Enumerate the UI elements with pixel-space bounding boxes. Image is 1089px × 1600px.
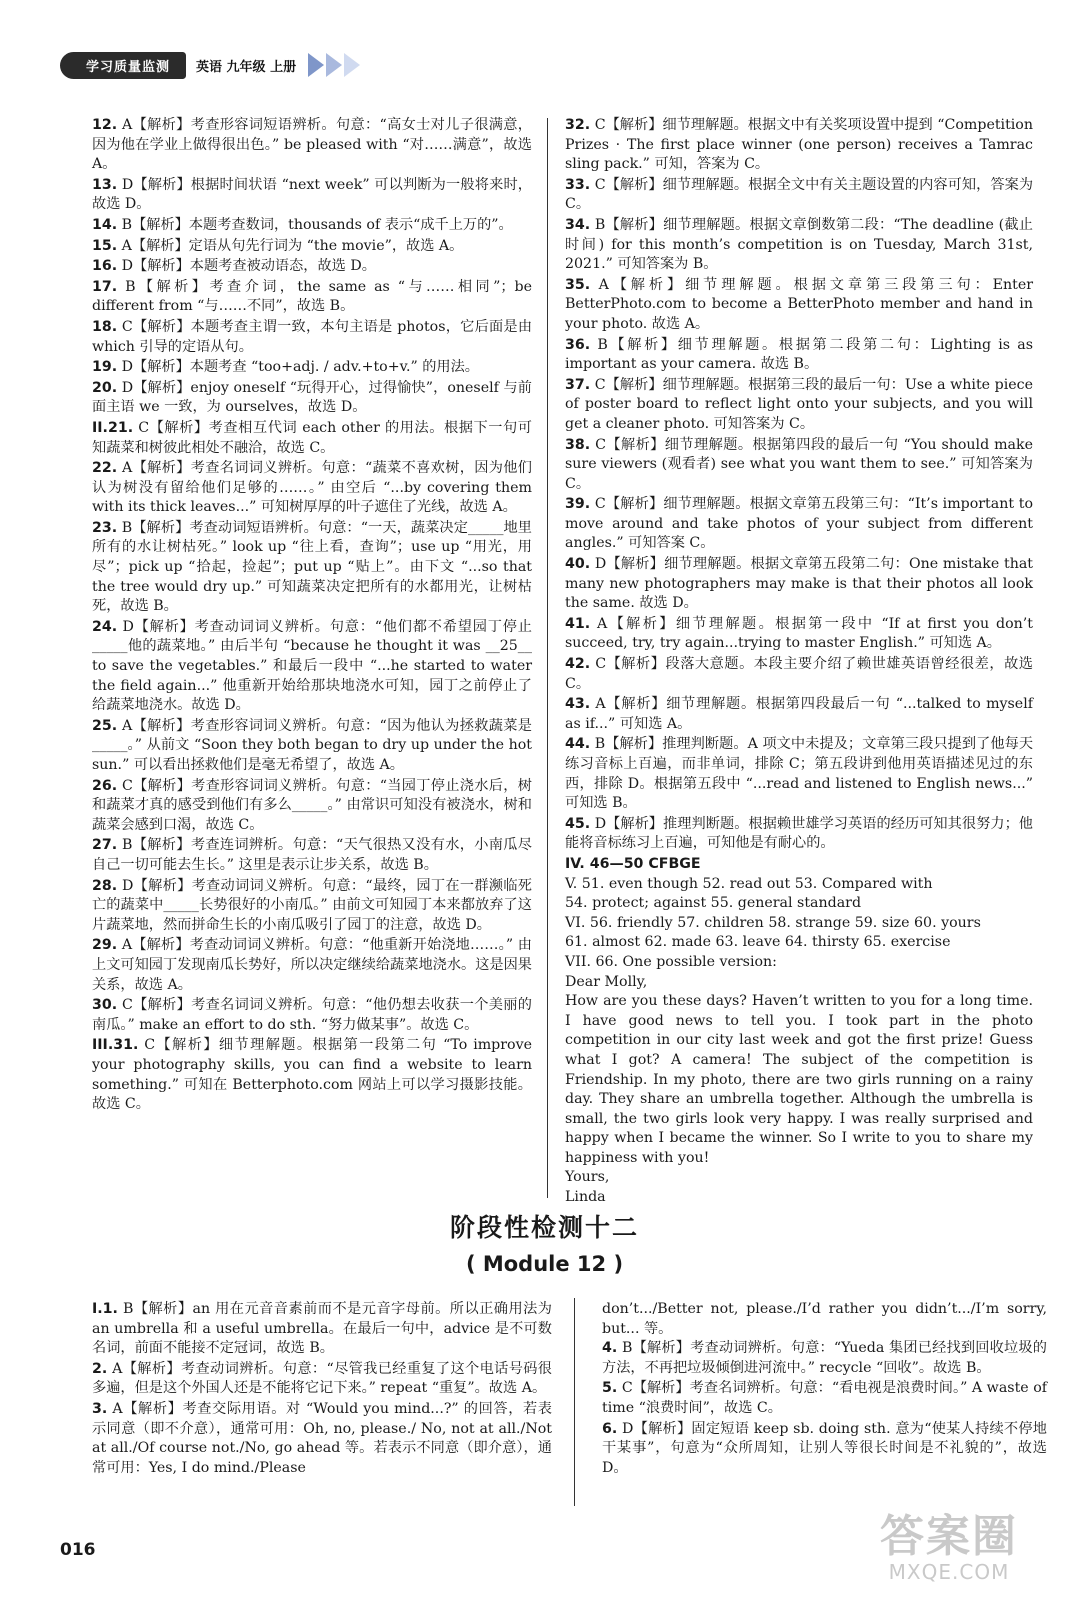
answer-item <box>92 996 532 1035</box>
answer-number: I.1. <box>92 1301 118 1317</box>
answer-text: B【解析】考查动词短语辨析。句意：“一天，蔬菜决定_____地里所有的水让树枯死。” look up “往上看，查询”；use up “用光，用尽”；pick up “拾起，捡起”；put up “贴上”。由下文 “...so that the tree would dry up.” 可知蔬菜决定把所有的水都用光，让树枯死，故选 B。 <box>92 519 532 615</box>
answer-number: 40. <box>565 556 591 573</box>
answer-text: B【解析】本题考查数词，thousands of 表示“成千上万的”。 <box>121 216 513 233</box>
answer-number: 45. <box>565 815 591 832</box>
answer-number: 13. <box>92 176 118 193</box>
answer-item <box>565 436 1033 495</box>
answer-number: 26. <box>92 777 118 794</box>
answer-v1: V. 51. even though 52. read out 53. Compared with <box>565 875 933 892</box>
answer-item <box>92 358 532 378</box>
answer-item <box>92 877 532 936</box>
answer-item <box>92 278 532 317</box>
answer-item <box>92 116 532 175</box>
answer-number: 42. <box>565 656 591 673</box>
answer-item <box>92 379 532 418</box>
answer-item <box>92 216 532 236</box>
answer-number: 17. <box>92 278 118 295</box>
answer-vi1: VI. 56. friendly 57. children 58. strange 59. size 60. yours <box>565 914 981 931</box>
answer-text: D【解析】固定短语 keep sb. doing sth. 意为“使某人持续不停地干某事”，句意为“众所周知，让别人等很长时间是不礼貌的”，故选 D。 <box>602 1420 1047 1476</box>
answer-item <box>92 519 532 617</box>
answer-number: 30. <box>92 997 118 1014</box>
answer-text: D【解析】考查动词词义辨析。句意：“他们都不希望园丁停止_____他的蔬菜地。” 由后半句 “because he thought it was __25__ to save the vegetables.” 和最后一段中 “...he started to water the field again...” 他重新开始给那块地浇水可知，园丁之前停止了给蔬菜地浇水。故选 D。 <box>92 618 532 714</box>
answer-number: 15. <box>92 237 118 254</box>
answer-text: C【解析】细节理解题。根据第四段的最后一句 “You should make sure viewers (观看者) see what you want them to see.” 可知答案为 C。 <box>565 436 1033 492</box>
answer-number: 41. <box>565 615 591 632</box>
answer-number: II.21. <box>92 419 134 436</box>
section-title: 阶段性检测十二 <box>449 1213 639 1242</box>
answer-text: D【解析】考查动词词义辨析。句意：“最终，园丁在一群濒临死亡的蔬菜中_____长势很好的小南瓜。” 由前文可知园丁本来都放弃了这片蔬菜地，然而拼命生长的小南瓜吸引了园丁的注意，故选 D。 <box>92 877 532 933</box>
answer-number: 39. <box>565 496 591 513</box>
answer-number: 2. <box>92 1360 108 1377</box>
answer-number: 27. <box>92 837 118 854</box>
answer-number: 34. <box>565 216 591 233</box>
answer-number: 23. <box>92 519 118 536</box>
answer-number: 25. <box>92 717 118 734</box>
answer-text: A【解析】细节理解题。根据第一段中 “If at first you don’t succeed, try, try again...trying to master English.” 可知选 A。 <box>565 615 1033 652</box>
answer-number: 33. <box>565 176 591 193</box>
answer-text: C【解析】段落大意题。本段主要介绍了赖世雄英语曾经很差，故选 C。 <box>565 656 1033 692</box>
answer-item <box>565 735 1033 813</box>
answer-text: B【解析】考查介词，the same as “与……相同”；be different from “与……不同”，故选 B。 <box>92 278 532 315</box>
answer-text: A【解析】考查动词辨析。句意：“尽管我已经重复了这个电话号码很多遍，但是这个外国人还是不能将它记下来。” repeat “重复”。故选 A。 <box>92 1360 552 1397</box>
answer-text: C【解析】考查名词词义辨析。句意：“他仍想去收获一个美丽的南瓜。” make an effort to do sth. “努力做某事”。故选 C。 <box>92 997 532 1033</box>
answer-item <box>565 336 1033 375</box>
answer-item <box>92 459 532 518</box>
letter-greeting: Dear Molly, <box>565 973 648 990</box>
watermark-main: 答案圈 <box>880 1511 1018 1562</box>
answer-item <box>92 318 532 357</box>
watermark-sub: MXQE.COM <box>888 1560 1010 1584</box>
answer-text: D【解析】细节理解题。根据文章第五段第二句：One mistake that many new photographers may make is that their photos all look the same. 故选 D。 <box>565 556 1034 612</box>
answer-text: A【解析】细节理解题。根据第四段最后一句 “...talked to myself as if...” 可知选 A。 <box>565 696 1033 732</box>
answer-number: 36. <box>565 336 591 353</box>
answer-number: 3. <box>92 1400 108 1417</box>
answer-text: C【解析】细节理解题。根据第三段的最后一句：Use a white piece of poster board to reflect light onto your subjects, and you will get a cleaner photo. 可知答案为 C。 <box>565 376 1033 432</box>
answer-text: A【解析】细节理解题。根据文章第三段第三句：Enter BetterPhoto.com to become a BetterPhoto member and hand in your photo. 故选 A。 <box>565 276 1033 332</box>
watermark-logo <box>849 1500 1049 1584</box>
answer-number: 35. <box>565 276 591 293</box>
answer-item <box>565 176 1033 215</box>
answer-item <box>602 1420 1047 1479</box>
answer-vii: VII. 66. One possible version: <box>565 953 777 970</box>
answer-text: B【解析】推理判断题。A 项文中未提及；文章第三段只提到了他每天练习音标上百遍，而非单词，排除 C；第五段讲到他用英语描述见过的东西，排除 D。根据第五段中 “...read and listened to English news...” 可知选 B。 <box>565 736 1034 812</box>
page-number: 016 <box>60 1540 96 1560</box>
answer-number: 43. <box>565 696 591 713</box>
answer-text: C【解析】考查相互代词 each other 的用法。根据下一句可知蔬菜和树彼此相处不融洽，故选 C。 <box>92 419 532 456</box>
answer-item <box>92 1300 552 1359</box>
answer-text: D【解析】推理判断题。根据赖世雄学习英语的经历可知其很努力；他能将音标练习上百遍，可知他是有耐心的。 <box>565 815 1033 852</box>
answer-item <box>565 555 1033 614</box>
answer-item <box>92 257 532 277</box>
answer-text: D【解析】根据时间状语 “next week” 可以判断为一般将来时，故选 D。 <box>92 176 532 213</box>
answer-item <box>602 1379 1047 1418</box>
answer-number: 38. <box>565 436 591 453</box>
section-subtitle: ( Module 12 ) <box>465 1252 624 1276</box>
answer-text: A【解析】考查交际用语。对 “Would you mind...?” 的回答，若表示同意（即不介意），通常可用：Oh, no, please./ No, not at all./Not at all./Of course not./No, go ahead 等。若表示不同意（即介意），通常可用：Yes, I do mind./Please <box>92 1400 552 1476</box>
answer-text: D【解析】本题考查被动语态，故选 D。 <box>121 258 376 275</box>
answer-item <box>92 176 532 215</box>
answer-item <box>565 815 1033 854</box>
answer-number: 28. <box>92 877 118 894</box>
answer-item <box>92 777 532 836</box>
answer-number: 24. <box>92 618 118 635</box>
answer-vi2: 61. almost 62. made 63. leave 64. thirsty 65. exercise <box>565 934 951 951</box>
bottom-right-column <box>602 1300 1047 1479</box>
answer-text: A【解析】考查形容词短语辨析。句意：“高女士对儿子很满意，因为他在学业上做得很出色。” be pleased with “对……满意”，故选 A。 <box>92 117 532 173</box>
answer-item <box>565 116 1033 175</box>
chevron-decoration-icon <box>308 53 362 77</box>
answer-item <box>92 618 532 716</box>
answer-text: D【解析】本题考查 “too+adj. / adv.+to+v.” 的用法。 <box>121 359 479 376</box>
answer-item <box>92 1360 552 1399</box>
answer-item <box>92 936 532 995</box>
answer-text: C【解析】细节理解题。根据全文中有关主题设置的内容可知，答案为 C。 <box>565 176 1034 213</box>
answer-number: 20. <box>92 379 118 396</box>
bottom-right-answer-list <box>602 1339 1047 1478</box>
answer-text: A【解析】定语从句先行词为 “the movie”，故选 A。 <box>121 237 464 254</box>
answer-number: 18. <box>92 318 118 335</box>
answer-item <box>92 237 532 257</box>
answer-number: III.31. <box>92 1037 139 1054</box>
answer-text: A【解析】考查动词词义辨析。句意：“他重新开始浇地……。” 由上文可知园丁发现南瓜长势好，所以决定继续给蔬菜地浇水。这是因果关系，故选 A。 <box>92 937 532 993</box>
right-answer-list <box>565 116 1033 854</box>
answer-item <box>602 1339 1047 1378</box>
answer-number: 32. <box>565 117 591 133</box>
answer-number: 6. <box>602 1420 618 1437</box>
answer-number: 29. <box>92 937 118 954</box>
answer-text: C【解析】细节理解题。根据第一段第二句 “To improve your photography skills, you can find a website to learn something.” 可知在 Betterphoto.com 网站上可以学习摄影技能。故选 C。 <box>92 1037 532 1113</box>
answer-item <box>92 1036 532 1114</box>
answer-v2: 54. protect; against 55. general standard <box>565 895 862 912</box>
answer-text: B【解析】细节理解题。根据文章倒数第二段：“The deadline (截止时间) for this month’s competition is on Tuesday, March 31st, 2021.” 可知答案为 B。 <box>565 216 1033 273</box>
answer-number: 44. <box>565 736 591 753</box>
answer-item <box>565 276 1033 335</box>
answer-number: 19. <box>92 359 118 376</box>
answer-number: 22. <box>92 460 118 477</box>
answer-item <box>565 615 1033 654</box>
bottom-left-column <box>92 1300 552 1479</box>
answer-item <box>92 1400 552 1478</box>
answer-text: B【解析】细节理解题。根据第二段第二句：Lighting is as important as your camera. 故选 B。 <box>565 336 1033 373</box>
page-header <box>60 48 500 82</box>
answer-text: B【解析】考查动词辨析。句意：“Yueda 集团已经找到回收垃圾的方法，不再把垃圾倾倒进河流中。” recycle “回收”。故选 B。 <box>602 1340 1047 1376</box>
column-divider <box>547 118 548 1198</box>
column-divider-bottom <box>574 1298 575 1506</box>
right-column <box>565 116 1033 1208</box>
answer-number: 37. <box>565 376 591 393</box>
answer-number: 5. <box>602 1380 618 1397</box>
answer-number: 16. <box>92 258 118 275</box>
answer-item <box>565 655 1033 694</box>
answer-item <box>565 695 1033 734</box>
answer-text: C【解析】考查形容词词义辨析。句意：“当园丁停止浇水后，树和蔬菜才真的感受到他们有多么_____。” 由常识可知没有被浇水，树和蔬菜会感到口渴，故选 C。 <box>92 777 532 833</box>
answer-item <box>92 836 532 875</box>
answer-text: B【解析】考查连词辨析。句意：“天气很热又没有水，小南瓜尽自己一切可能去生长。” 这里是表示让步关系，故选 B。 <box>92 837 532 873</box>
answer-number: 12. <box>92 117 118 133</box>
answer-item <box>92 717 532 776</box>
brand-label: 学习质量监测 <box>60 52 186 79</box>
answer-number: 4. <box>602 1340 618 1357</box>
answer-text: C【解析】细节理解题。根据文中有关奖项设置中提到 “Competition Prizes · The first place winner (one person) receives a Tamrac sling pack.” 可知，答案为 C。 <box>565 117 1033 173</box>
answer-number: 14. <box>92 216 118 233</box>
letter-closing: Yours, <box>565 1169 610 1186</box>
answer-iv: IV. 46—50 CFBGE <box>565 855 701 872</box>
answer-item <box>565 216 1033 275</box>
answer-item <box>565 495 1033 554</box>
answer-text: C【解析】本题考查主谓一致，本句主语是 photos，它后面是由 which 引导的定语从句。 <box>92 318 533 355</box>
letter-body: How are you these days? Haven’t written to you for a long time. I have good news to tell you. I took part in the photo competition in our city last week and got the first prize! Guess what I got? A camera! The subject of the competition is Friendship. In my photo, there are two girls running on a rainy day. They share an umbrella together. Although the umbrella is small, the two girls look very happy. I was really surprised and happy when I became the winner. So I write to you to share my happiness with you! <box>565 993 1033 1166</box>
subject-label: 英语 九年级 上册 <box>196 59 297 75</box>
answer-text: A【解析】考查名词词义辨析。句意：“蔬菜不喜欢树，因为他们认为树没有留给他们足够的……。” 由空后 “...by covering them with its thick leaves...” 可知树厚厚的叶子遮住了光线，故选 A。 <box>92 460 532 516</box>
answer-text: D【解析】enjoy oneself “玩得开心，过得愉快”，oneself 与前面主语 we 一致，为 ourselves，故选 D。 <box>92 379 532 416</box>
answer-text: C【解析】考查名词辨析。句意：“看电视是浪费时间。” A waste of time “浪费时间”，故选 C。 <box>602 1380 1048 1416</box>
left-column <box>92 116 532 1116</box>
answer-text: A【解析】考查形容词词义辨析。句意：“因为他认为拯救蔬菜是_____。” 从前文 “Soon they both began to dry up under the hot sun.” 可以看出拯救他们是毫无希望了，故选 A。 <box>92 717 532 773</box>
continued-text: don’t.../Better not, please./I’d rather you didn’t.../I’m sorry, but... 等。 <box>602 1301 1047 1337</box>
answer-text: C【解析】细节理解题。根据文章第五段第三句：“It’s important to move around and take photos of your subject from different angles.” 可知答案 C。 <box>565 496 1033 552</box>
answer-item <box>565 376 1033 435</box>
letter-signature: Linda <box>565 1189 606 1206</box>
answer-text: B【解析】an 用在元音音素前而不是元音字母前。所以正确用法为 an umbrella 和 a useful umbrella。在最后一句中，advice 是不可数名词，前面不能接不定冠词，故选 B。 <box>92 1301 552 1357</box>
answer-item <box>92 419 532 458</box>
